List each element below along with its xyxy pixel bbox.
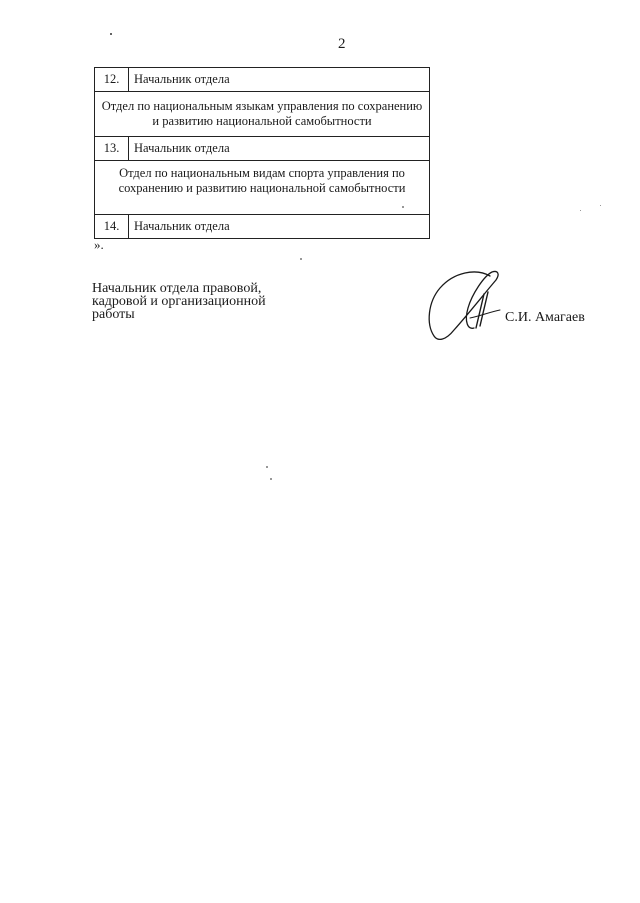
position-title: Начальник отдела <box>129 215 430 239</box>
position-title: Начальник отдела <box>129 68 430 92</box>
department-name: Отдел по национальным видам спорта управления по сохранению и развитию национальной самобытности <box>95 161 430 215</box>
signer-title-line: Начальник отдела правовой, <box>92 281 262 296</box>
table-row <box>95 92 430 137</box>
row-number: 12. <box>95 68 129 92</box>
scan-speck <box>300 258 302 260</box>
scan-speck <box>110 33 112 35</box>
table-row <box>95 68 430 92</box>
handwritten-signature <box>424 268 504 344</box>
scan-speck <box>580 210 581 211</box>
page-number: 2 <box>338 36 346 52</box>
staff-table <box>94 67 430 239</box>
closing-quote: ». <box>94 237 104 252</box>
signer-title-line: кадровой и организационной <box>92 294 266 309</box>
position-title: Начальник отдела <box>129 137 430 161</box>
scan-speck <box>266 466 268 468</box>
scan-speck <box>270 478 272 480</box>
row-number: 13. <box>95 137 129 161</box>
signer-name: С.И. Амагаев <box>505 310 585 325</box>
scan-speck <box>402 206 404 208</box>
scan-speck <box>600 205 601 206</box>
table-row <box>95 137 430 161</box>
table-row <box>95 215 430 239</box>
signer-title-line: работы <box>92 307 135 322</box>
row-number: 14. <box>95 215 129 239</box>
table-row <box>95 161 430 215</box>
department-name: Отдел по национальным языкам управления по сохранению и развитию национальной самобытности <box>95 92 430 137</box>
signer-title <box>92 282 292 321</box>
